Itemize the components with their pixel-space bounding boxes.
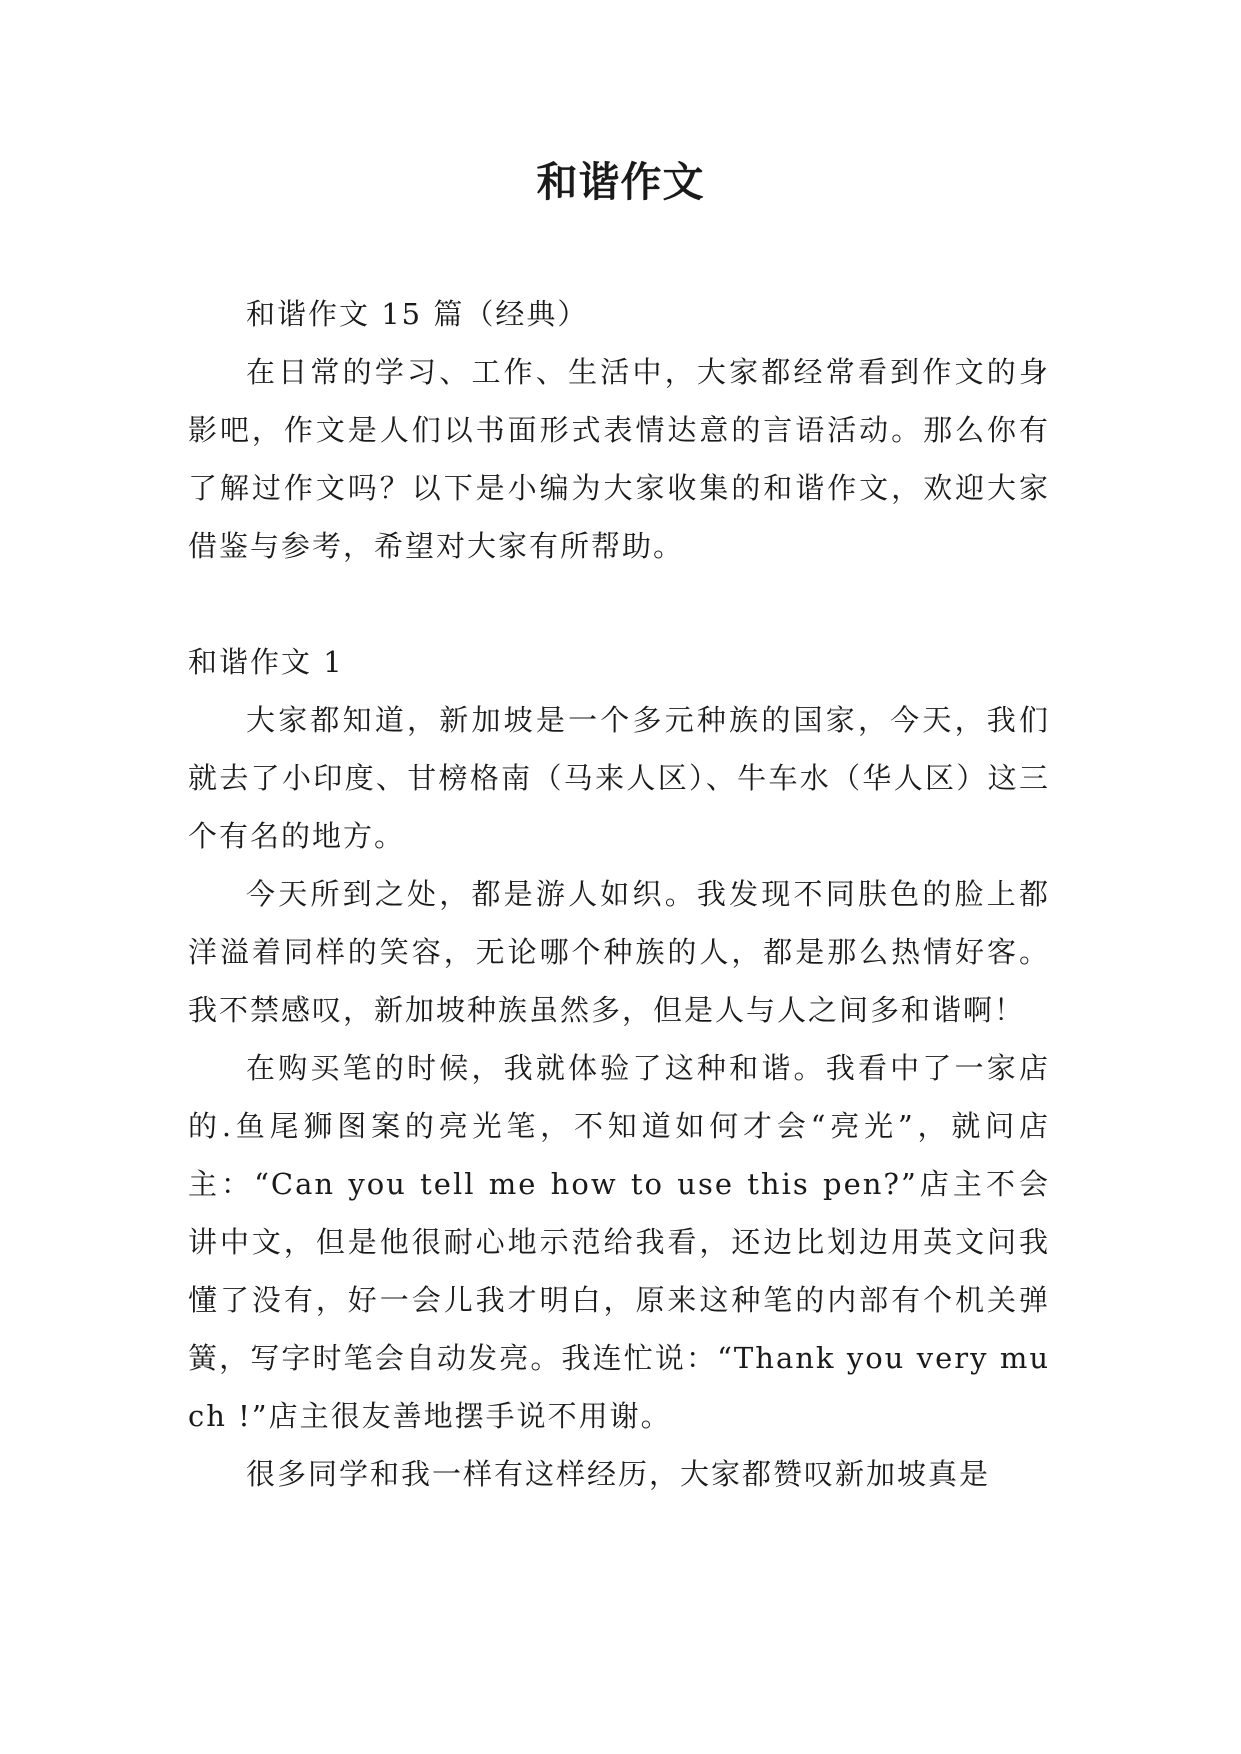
body-paragraph: 在购买笔的时候，我就体验了这种和谐。我看中了一家店的.鱼尾狮图案的亮光笔，不知道如何才会“亮光”，就问店主：“Can you tell me how to use this pen?”店主不会讲中文，但是他很耐心地示范给我看，还边比划边用英文问我懂了没有，好一会儿我才明白，原来这种笔的内部有个机关弹簧，写字时笔会自动发亮。我连忙说：“Thank you very much !”店主很友善地摆手说不用谢。 xyxy=(188,1051,1050,1433)
body-paragraph: 很多同学和我一样有这样经历，大家都赞叹新加坡真是 xyxy=(246,1457,991,1491)
section-heading: 和谐作文 1 xyxy=(188,645,344,679)
document-body xyxy=(188,285,1050,1503)
body-paragraph: 大家都知道，新加坡是一个多元种族的国家，今天，我们就去了小印度、甘榜格南（马来人区）、牛车水（华人区）这三个有名的地方。 xyxy=(188,703,1050,853)
intro-paragraph: 在日常的学习、工作、生活中，大家都经常看到作文的身影吧，作文是人们以书面形式表情达意的言语活动。那么你有了解过作文吗？以下是小编为大家收集的和谐作文，欢迎大家借鉴与参考，希望对大家有所帮助。 xyxy=(188,355,1050,563)
document-title: 和谐作文 xyxy=(536,158,705,206)
subtitle: 和谐作文 15 篇（经典） xyxy=(246,297,589,331)
body-paragraph: 今天所到之处，都是游人如织。我发现不同肤色的脸上都洋溢着同样的笑容，无论哪个种族的人，都是那么热情好客。我不禁感叹，新加坡种族虽然多，但是人与人之间多和谐啊！ xyxy=(188,877,1050,1027)
